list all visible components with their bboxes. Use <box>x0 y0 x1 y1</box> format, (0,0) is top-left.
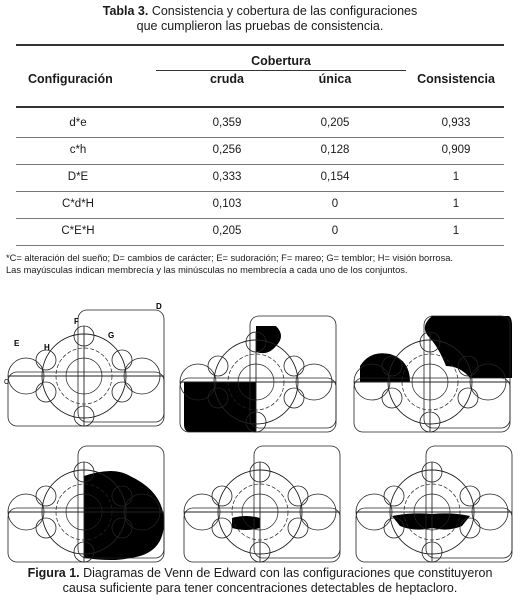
label-h: H <box>44 343 50 352</box>
venn-panel-de <box>180 316 336 432</box>
label-f: F <box>74 317 79 326</box>
table-caption <box>0 4 520 34</box>
table-caption-text-1: Consistencia y cobertura de las configuraciones <box>148 4 418 18</box>
venn-panel-legend <box>4 302 164 426</box>
table-cell-config: C*E*H <box>61 225 95 237</box>
label-e: E <box>14 339 20 348</box>
header-configuracion: Configuración <box>28 72 113 86</box>
table-cell-consistencia: 1 <box>452 225 460 237</box>
header-consistencia: Consistencia <box>417 72 495 86</box>
table-cell-config: c*h <box>69 144 87 156</box>
table-cell-unica: 0,205 <box>320 117 350 129</box>
cobertura-rule <box>156 70 406 71</box>
table-cell-unica: 0,128 <box>320 144 350 156</box>
table-cell-cruda: 0,333 <box>212 171 242 183</box>
table-row-rule <box>16 137 504 138</box>
table-cell-unica: 0,154 <box>320 171 350 183</box>
table-cell-unica: 0 <box>331 225 339 237</box>
venn-panel-CdH <box>184 446 340 562</box>
table-row-rule <box>16 245 504 246</box>
table-cell-config: C*d*H <box>62 198 94 210</box>
figure-caption <box>0 566 520 596</box>
table-header-rule <box>16 106 504 108</box>
table-notes <box>6 252 516 276</box>
table-cell-cruda: 0,103 <box>212 198 242 210</box>
table-caption-text-2: que cumplieron las pruebas de consistencia. <box>136 19 384 33</box>
table-top-rule <box>16 44 504 46</box>
table-caption-label: Tabla 3. <box>102 4 149 18</box>
table-cell-cruda: 0,359 <box>212 117 242 129</box>
table-note-2: Las mayúsculas indican membrecía y las minúsculas no membrecía a cada uno de los conjuntos. <box>6 265 408 275</box>
venn-diagrams-svg <box>0 296 520 566</box>
table-row-rule <box>16 218 504 219</box>
table-cell-consistencia: 0,909 <box>441 144 471 156</box>
figure-caption-text-2: causa suficiente para tener concentraciones detectables de heptacloro. <box>62 581 458 595</box>
header-cruda: cruda <box>209 72 245 86</box>
label-c: C <box>4 379 10 386</box>
table-cell-cruda: 0,205 <box>212 225 242 237</box>
table-row-rule <box>16 164 504 165</box>
figure-caption-label: Figura 1. <box>27 566 80 580</box>
venn-panel-CEH <box>356 446 512 562</box>
label-d: D <box>156 302 162 311</box>
table-cell-config: D*E <box>67 171 89 183</box>
header-cobertura: Cobertura <box>251 54 311 68</box>
table-cell-config: d*e <box>69 117 87 129</box>
table-note-1: *C= alteración del sueño; D= cambios de carácter; E= sudoración; F= mareo; G= temblor; H= visión borrosa. <box>6 253 453 263</box>
table-cell-consistencia: 1 <box>452 171 460 183</box>
table-cell-unica: 0 <box>331 198 339 210</box>
label-g: G <box>108 331 115 340</box>
venn-panel-DE <box>8 446 164 562</box>
table-cell-cruda: 0,256 <box>212 144 242 156</box>
venn-panel-ch <box>354 316 512 432</box>
header-unica: única <box>318 72 352 86</box>
figure-caption-text-1: Diagramas de Venn de Edward con las configuraciones que constituyeron <box>79 566 493 580</box>
venn-figure <box>0 296 520 566</box>
table-row-rule <box>16 191 504 192</box>
table-cell-consistencia: 0,933 <box>441 117 471 129</box>
table-cell-consistencia: 1 <box>452 198 460 210</box>
